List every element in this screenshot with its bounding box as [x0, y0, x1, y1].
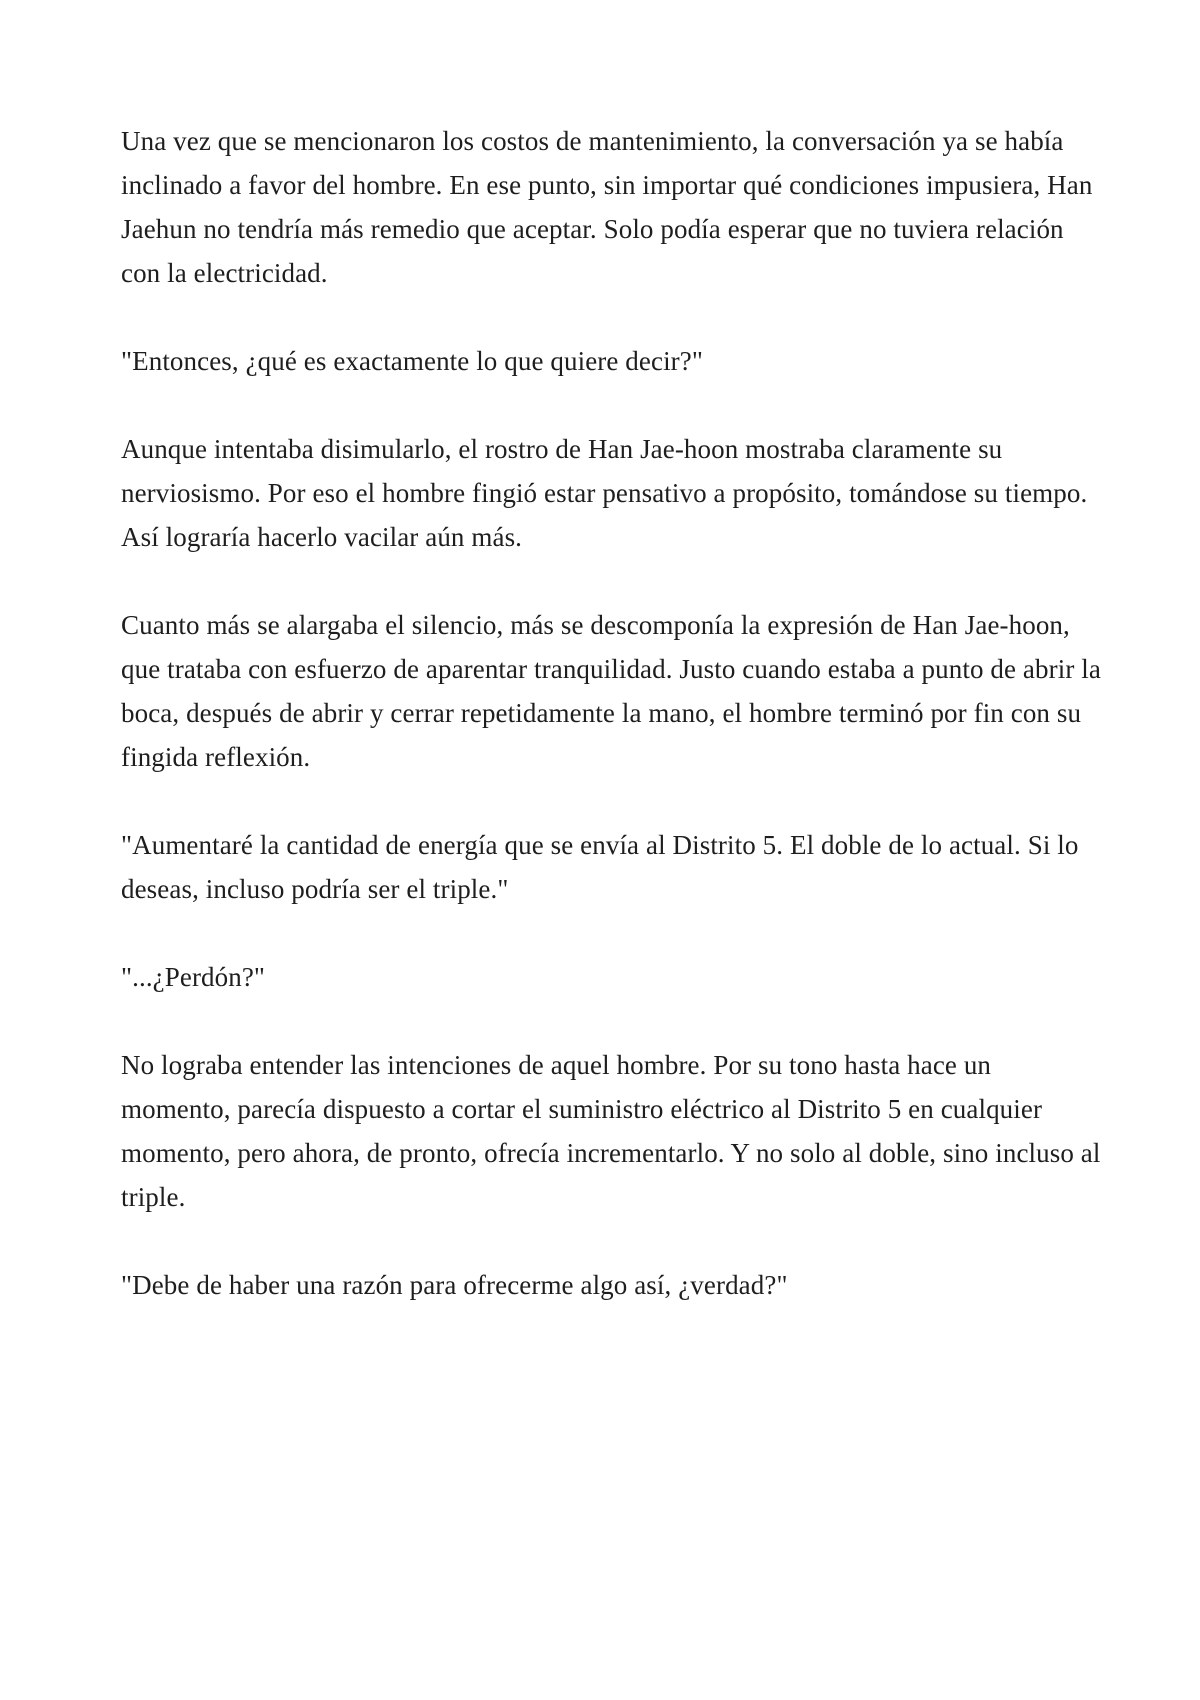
paragraph: Aunque intentaba disimularlo, el rostro de Han Jae-hoon mostraba claramente su nerviosismo. Por eso el hombre fingió estar pensativo a propósito, tomándose su tiempo. Así lograría hacerlo vacilar aún más. — [121, 434, 1088, 552]
document-page — [121, 119, 1101, 1351]
paragraph: Cuanto más se alargaba el silencio, más se descomponía la expresión de Han Jae-hoon, que trataba con esfuerzo de aparentar tranquilidad. Justo cuando estaba a punto de abrir la boca, después de abrir y cerrar repetidamente la mano, el hombre terminó por fin con su fingida reflexión. — [121, 610, 1101, 772]
paragraph: Una vez que se mencionaron los costos de mantenimiento, la conversación ya se había inclinado a favor del hombre. En ese punto, sin importar qué condiciones impusiera, Han Jaehun no tendría más remedio que aceptar. Solo podía esperar que no tuviera relación con la electricidad. — [121, 126, 1093, 288]
dialogue-paragraph: "Aumentaré la cantidad de energía que se envía al Distrito 5. El doble de lo actual. Si lo deseas, incluso podría ser el triple." — [121, 830, 1079, 904]
dialogue-paragraph: "...¿Perdón?" — [121, 962, 266, 992]
dialogue-paragraph: "Debe de haber una razón para ofrecerme algo así, ¿verdad?" — [121, 1270, 788, 1300]
paragraph: No lograba entender las intenciones de aquel hombre. Por su tono hasta hace un momento, parecía dispuesto a cortar el suministro eléctrico al Distrito 5 en cualquier momento, pero ahora, de pronto, ofrecía incrementarlo. Y no solo al doble, sino incluso al triple. — [121, 1050, 1101, 1212]
dialogue-paragraph: "Entonces, ¿qué es exactamente lo que quiere decir?" — [121, 346, 703, 376]
